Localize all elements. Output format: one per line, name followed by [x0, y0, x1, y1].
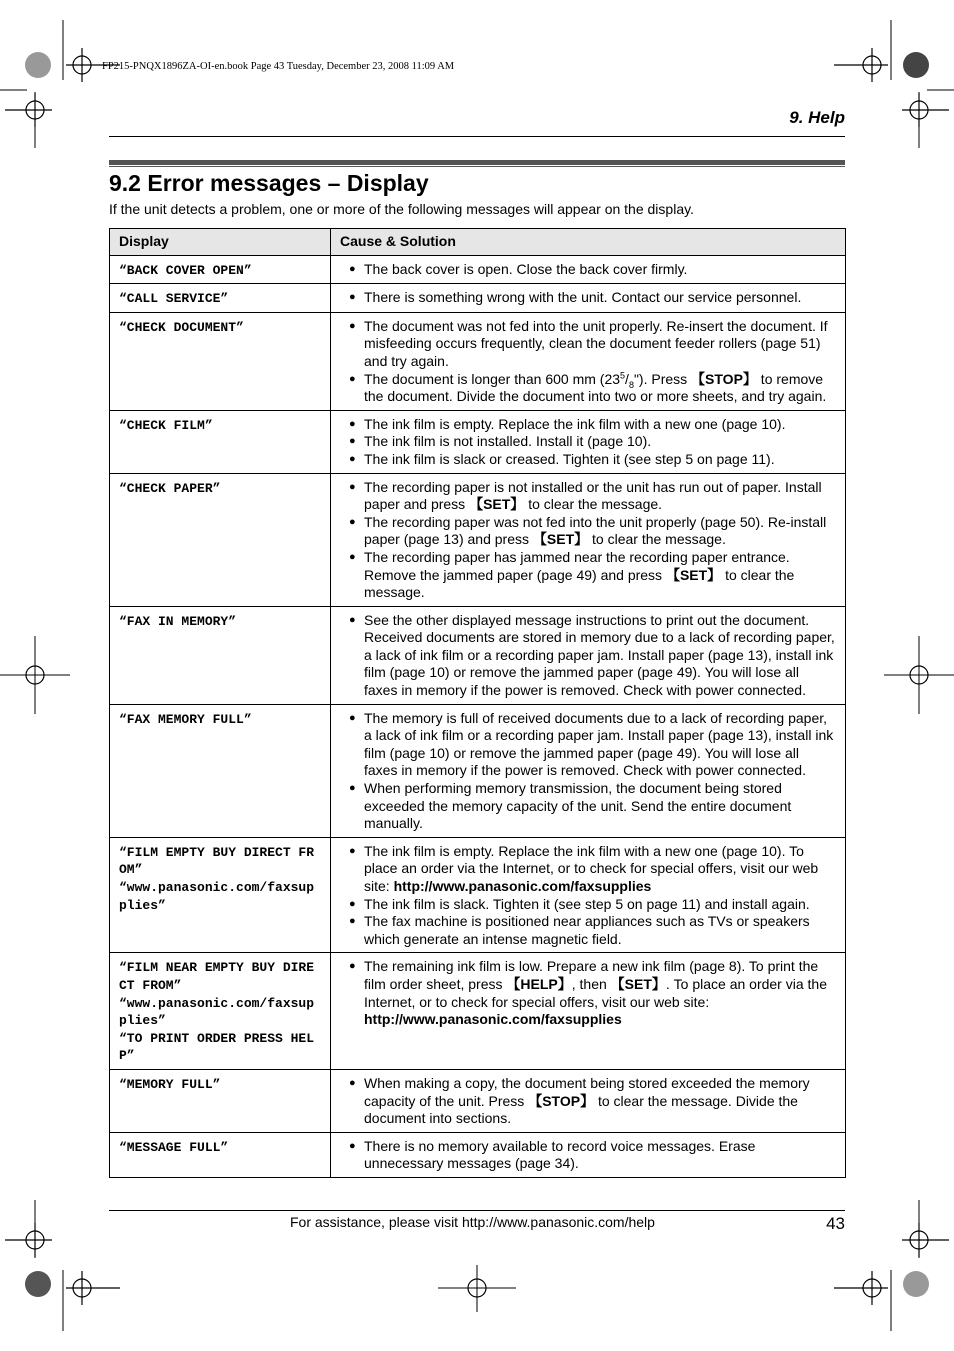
bullet-text [364, 371, 835, 406]
bullet-item [349, 514, 835, 549]
intro-text: If the unit detects a problem, one or more of the following messages will appear on the display. [109, 201, 694, 217]
footer-text: For assistance, please visit http://www.panasonic.com/help [290, 1214, 655, 1230]
bullet-icon: ● [349, 1076, 356, 1089]
table-row [110, 284, 846, 313]
bullet-icon: ● [349, 262, 356, 275]
text-segment: The document was not fed into the unit properly. Re-insert the document. If misfeeding occurs frequently, clean the document feeder rollers (page 51) and try again. [364, 317, 828, 369]
bullet-item [349, 451, 835, 469]
display-message: “MESSAGE FULL” [119, 1139, 229, 1155]
key-label: http://www.panasonic.com/faxsupplies [393, 878, 652, 894]
text-segment: The back cover is open. Close the back cover firmly. [364, 260, 688, 277]
text-segment: There is something wrong with the unit. Contact our service personnel. [364, 289, 802, 306]
bullet-item [349, 289, 835, 307]
bullet-icon: ● [349, 515, 356, 528]
display-message-cell [110, 473, 331, 606]
text-segment: , then [571, 975, 611, 992]
cause-solution-cell [331, 410, 846, 473]
text-segment: "). Press [633, 370, 692, 387]
display-message: “MEMORY FULL” [119, 1076, 221, 1092]
text-segment: to clear the message. Divide the document into sections. [364, 1092, 798, 1127]
bullet-text [364, 514, 835, 549]
text-segment: to remove the document. Divide the document into two or more sheets, and try again. [364, 370, 827, 405]
text-segment: . To place an order via the Internet, or to check for special offers, visit our web site: [364, 975, 827, 1010]
text-segment: 5 [620, 369, 626, 380]
text-segment: to clear the message. [588, 531, 726, 548]
cause-solution-cell [331, 1132, 846, 1177]
display-message: “CHECK FILM” [119, 417, 213, 433]
text-segment: There is no memory available to record voice messages. Erase unnecessary messages (page 34). [364, 1137, 756, 1172]
display-message-cell [110, 255, 331, 284]
bullet-icon: ● [349, 613, 356, 626]
bullet-item [349, 958, 835, 1028]
table-row [110, 1132, 846, 1177]
text-segment: to clear the message. [524, 496, 663, 513]
bullet-item [349, 549, 835, 602]
display-message-cell [110, 704, 331, 837]
display-message: “CHECK DOCUMENT” [119, 319, 244, 335]
table-row [110, 410, 846, 473]
bullet-text [364, 416, 835, 434]
bullet-text [364, 451, 835, 469]
print-info: FP215-PNQX1896ZA-OI-en.book Page 43 Tuesday, December 23, 2008 11:09 AM [102, 61, 455, 72]
cause-solution-cell [331, 473, 846, 606]
table-row [110, 606, 846, 704]
bullet-item [349, 913, 835, 948]
bullet-icon: ● [349, 435, 356, 448]
bullet-item [349, 843, 835, 896]
text-segment: The memory is full of received documents due to a lack of recording paper, a lack of ink film or a recording paper jam. Install paper (page 13), install ink film (page 10) or remove the jammed paper (page 49). You will lose all faxes in memory if the power is removed. Check with power connected. [364, 709, 834, 779]
text-segment: / [625, 370, 629, 387]
display-message-cell [110, 312, 331, 410]
text-segment: The recording paper has jammed near the recording paper entrance. Remove the jammed paper (page 49) and press [364, 548, 790, 583]
cause-solution-cell [331, 704, 846, 837]
bullet-item [349, 433, 835, 451]
bullet-icon: ● [349, 550, 356, 563]
bullet-text [364, 843, 835, 896]
bullet-text [364, 913, 835, 948]
display-message: “FILM NEAR EMPTY BUY DIRECT FROM” [119, 960, 315, 993]
display-message-cell [110, 953, 331, 1070]
cause-solution-cell [331, 255, 846, 284]
cause-solution-cell [331, 284, 846, 313]
text-segment: 8 [628, 379, 634, 390]
display-message: “CHECK PAPER” [119, 480, 221, 496]
title-band-line [109, 166, 845, 167]
page-number: 43 [826, 1214, 845, 1233]
display-message: “BACK COVER OPEN” [119, 262, 252, 278]
bullet-icon: ● [349, 372, 356, 385]
bullet-item [349, 261, 835, 279]
text-segment: The ink film is slack or creased. Tighten it (see step 5 on page 11). [364, 450, 775, 467]
bullet-text [364, 612, 835, 700]
text-segment: The fax machine is positioned near appliances such as TVs or speakers which generate an intense magnetic field. [364, 913, 810, 947]
bullet-icon: ● [349, 319, 356, 332]
bullet-text [364, 433, 835, 451]
text-segment: The ink film is not installed. Install it (page 10). [364, 433, 652, 450]
footer-divider [109, 1210, 845, 1211]
bullet-text [364, 289, 835, 307]
bullet-icon: ● [349, 480, 356, 493]
bullet-icon: ● [349, 915, 356, 928]
table-row [110, 704, 846, 837]
cause-solution-cell [331, 606, 846, 704]
display-message: “TO PRINT ORDER PRESS HELP” [119, 1030, 315, 1064]
display-message: “www.panasonic.com/faxsupplies” [119, 995, 315, 1029]
bullet-text [364, 261, 835, 279]
bullet-text [364, 896, 835, 914]
key-label: 【SET】 [469, 496, 525, 513]
bullet-icon: ● [349, 291, 356, 304]
table-row [110, 255, 846, 284]
page-title: 9.2 Error messages – Display [109, 170, 429, 196]
display-message: “www.panasonic.com/faxsupplies” [119, 880, 315, 913]
bullet-icon: ● [349, 417, 356, 430]
bullet-text [364, 780, 835, 833]
key-label: 【STOP】 [691, 370, 757, 387]
bullet-item [349, 780, 835, 833]
bullet-icon: ● [349, 844, 356, 857]
cause-solution-cell [331, 837, 846, 953]
key-label: 【SET】 [610, 975, 666, 992]
bullet-item [349, 612, 835, 700]
text-segment: The document is longer than 600 mm (23 [364, 370, 621, 387]
bullet-text [364, 318, 835, 371]
bullet-text [364, 479, 835, 514]
display-message-cell [110, 410, 331, 473]
text-segment: The ink film is slack. Tighten it (see step 5 on page 11) and install again. [364, 895, 810, 912]
cause-solution-cell [331, 1069, 846, 1132]
bullet-icon: ● [349, 711, 356, 724]
chapter-heading: 9. Help [789, 108, 845, 127]
display-message-cell [110, 1132, 331, 1177]
text-segment: The remaining ink film is low. Prepare a new ink film (page 8). To print the film order sheet, press [364, 958, 819, 992]
bullet-icon: ● [349, 782, 356, 795]
table-row [110, 953, 846, 1070]
display-message: “FAX MEMORY FULL” [119, 711, 252, 727]
bullet-text [364, 549, 835, 602]
bullet-icon: ● [349, 452, 356, 465]
key-label: 【SET】 [665, 566, 722, 583]
bullet-item [349, 710, 835, 780]
text-segment: The ink film is empty. Replace the ink film with a new one (page 10). [364, 415, 786, 432]
table-row [110, 1069, 846, 1132]
text-segment: When making a copy, the document being stored exceeded the memory capacity of the unit. Press [364, 1074, 810, 1109]
display-message: “FAX IN MEMORY” [119, 613, 237, 629]
error-messages-table [109, 228, 846, 1178]
text-segment: When performing memory transmission, the document being stored exceeded the memory capacity of the unit. Send the entire document manually. [364, 780, 792, 832]
table-row [110, 837, 846, 953]
table-row [110, 312, 846, 410]
text-segment: The ink film is empty. Replace the ink film with a new one (page 10). To place an order via the Internet, or to check for special offers, visit our web site: [364, 842, 819, 894]
bullet-item [349, 371, 835, 406]
display-message-cell [110, 284, 331, 313]
display-message-cell [110, 606, 331, 704]
bullet-item [349, 416, 835, 434]
header-divider [109, 136, 845, 137]
text-segment: The recording paper is not installed or the unit has run out of paper. Install paper and press [364, 478, 822, 513]
bullet-item [349, 479, 835, 514]
bullet-text [364, 710, 835, 780]
bullet-icon: ● [349, 1139, 356, 1152]
bullet-item [349, 896, 835, 914]
display-message: “FILM EMPTY BUY DIRECT FROM” [119, 844, 315, 878]
bullet-icon: ● [349, 960, 356, 973]
display-message-cell [110, 837, 331, 953]
header-cause-solution: Cause & Solution [331, 229, 846, 256]
cause-solution-cell [331, 312, 846, 410]
text-segment: The recording paper was not fed into the unit properly (page 50). Re-install paper (page 13) and press [364, 513, 827, 548]
table-header-row [110, 229, 846, 256]
display-message: “CALL SERVICE” [119, 291, 229, 307]
key-label: 【STOP】 [528, 1092, 595, 1109]
key-label: 【HELP】 [506, 975, 572, 992]
key-label: 【SET】 [532, 531, 589, 548]
bullet-text [364, 1138, 835, 1173]
bullet-item [349, 1075, 835, 1128]
bullet-item [349, 318, 835, 371]
bullet-item [349, 1138, 835, 1173]
table-row [110, 473, 846, 606]
display-message-cell [110, 1069, 331, 1132]
bullet-text [364, 1075, 835, 1128]
title-band [109, 160, 845, 165]
bullet-text [364, 958, 835, 1028]
text-segment: See the other displayed message instructions to print out the document. Received documents are stored in memory due to a lack of recording paper, a lack of ink film or a recording paper jam. Install paper (page 13), install ink film (page 10) or remove the jammed paper (page 49). You will lose all faxes in memory if the power is removed. Check with power connected. [364, 611, 835, 699]
text-segment: to clear the message. [364, 566, 795, 601]
bullet-icon: ● [349, 897, 356, 910]
key-label: http://www.panasonic.com/faxsupplies [364, 1011, 622, 1028]
header-display: Display [110, 229, 331, 256]
cause-solution-cell [331, 953, 846, 1070]
